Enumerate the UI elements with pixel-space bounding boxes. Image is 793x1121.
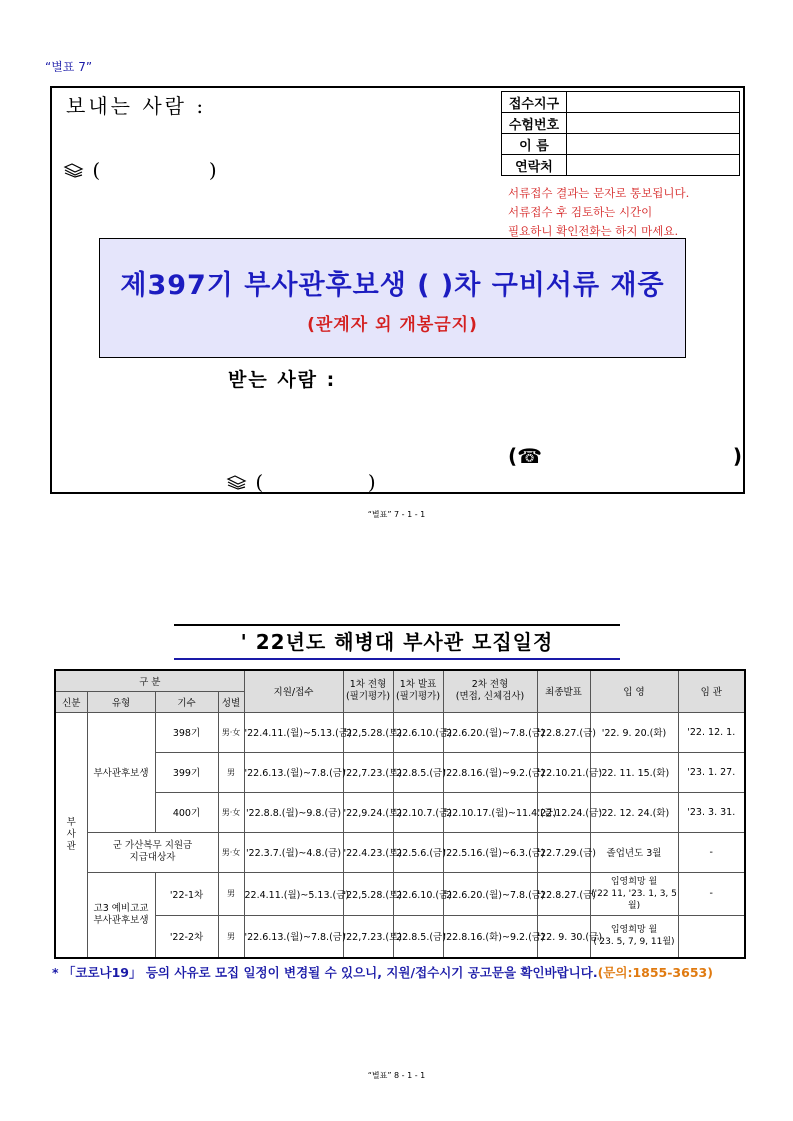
first-exam-cell: '22.4.23.(토) [343,832,393,872]
applicant-info-table [501,91,740,176]
enlist-cell: 입영희망 월 ('23. 5, 7, 9, 11월) [590,915,678,958]
appoint-cell: '23. 1. 27. [678,752,745,792]
table-row [502,155,740,176]
table-row [55,752,745,792]
page-ref-top: “별표 7” [45,60,93,74]
apply-cell: '22.8.8.(월)~9.8.(금) [244,792,343,832]
sender-phone-close: ) [208,158,217,182]
class-cell: 400기 [155,792,218,832]
enlist-cell: 졸업년도 3월 [590,832,678,872]
receiver-post-close: ) [367,470,376,494]
table-row [55,712,745,752]
info-value-field[interactable] [567,134,740,155]
info-label: 수험번호 [502,113,567,134]
apply-cell: 22.4.11.(월)~5.13.(금) [244,872,343,915]
apply-cell: '22.4.11.(월)~5.13.(금) [244,712,343,752]
final-cell: '22.8.27.(금) [537,872,590,915]
final-cell: '22.7.29.(금) [537,832,590,872]
sender-phone-open: ( [92,158,101,182]
appoint-cell: '23. 3. 31. [678,792,745,832]
first-exam-cell: '22,5.28.(토) [343,712,393,752]
table-row [502,134,740,155]
apply-cell: '22.3.7.(월)~4.8.(금) [244,832,343,872]
gender-cell: 男·女 [218,712,244,752]
sender-phone-line [64,158,217,182]
header-group: 구 분 [55,670,244,691]
final-cell: '22. 9. 30.(금) [537,915,590,958]
table-row [55,832,745,872]
gender-cell: 男 [218,915,244,958]
notice-line: 서류접수 결과는 문자로 통보됩니다. [508,186,690,200]
class-cell: 398기 [155,712,218,752]
mail-stack-icon [64,162,86,181]
schedule-table [54,669,746,959]
first-result-cell: '22.10.7.(금) [393,792,443,832]
second-exam-cell: '22.6.20.(월)~7.8.(금) [443,712,537,752]
header-gender: 성별 [218,691,244,712]
appoint-cell: '22. 12. 1. [678,712,745,752]
final-cell: '22.8.27.(금) [537,712,590,752]
info-value-field[interactable] [567,92,740,113]
phone-icon: (☎ [508,444,543,468]
enlist-cell: 입영희망 월 ('22 11, '23. 1, 3, 5월) [590,872,678,915]
class-cell: '22-2차 [155,915,218,958]
first-result-cell: '22.5.6.(금) [393,832,443,872]
enlist-cell: '22. 11. 15.(화) [590,752,678,792]
table-row [55,872,745,915]
header-appoint: 임 관 [678,670,745,712]
first-exam-cell: '22,7.23.(토) [343,752,393,792]
enlist-cell: '22. 12. 24.(화) [590,792,678,832]
final-cell: '22.12.24.(금) [537,792,590,832]
first-exam-cell: '22,7.23.(토) [343,915,393,958]
header-final: 최종발표 [537,670,590,712]
header-enlist: 입 영 [590,670,678,712]
table-row [55,915,745,958]
first-result-cell: '22.6.10.(금) [393,872,443,915]
table-row [502,92,740,113]
receiver-phone-line [508,444,742,468]
enlist-cell: '22. 9. 20.(화) [590,712,678,752]
first-result-cell: '22.8.5.(금) [393,752,443,792]
class-cell: 399기 [155,752,218,792]
appoint-cell: - [678,832,745,872]
first-result-cell: '22.6.10.(금) [393,712,443,752]
page-number: “별표” 7 - 1 - 1 [367,510,426,519]
receiver-phone-open [508,444,542,468]
class-cell: '22-1차 [155,872,218,915]
header-category: 신분 [55,691,87,712]
first-result-cell: '22.8.5.(금) [393,915,443,958]
gender-cell: 男·女 [218,832,244,872]
first-exam-cell: '22,5.28.(토) [343,872,393,915]
schedule-note [52,963,713,981]
apply-cell: '22.6.13.(월)~7.8.(금) [244,752,343,792]
appoint-cell: - [678,872,745,915]
sender-label: 보내는 사람 : [66,94,207,118]
schedule-title: ' 22년도 해병대 부사관 모집일정 [174,624,620,660]
header-first-result: 1차 발표 (필기평가) [393,670,443,712]
apply-cell: '22.6.13.(월)~7.8.(금) [244,915,343,958]
second-exam-cell: '22.8.16.(화)~9.2.(금) [443,915,537,958]
category-cell: 부 사 관 [55,712,87,958]
second-exam-cell: '22.10.17.(월)~11.4.(금) [443,792,537,832]
notice-line: 필요하니 확인전화는 하지 마세요. [508,224,679,238]
final-cell: '22.10.21.(금) [537,752,590,792]
page-number: “별표” 8 - 1 - 1 [367,1071,426,1080]
contact-link[interactable]: (문의:1855-3653) [597,965,713,980]
gender-cell: 男 [218,752,244,792]
table-header-row [55,670,745,691]
receiver-post-line [227,470,376,494]
header-first-exam: 1차 전형 (필기평가) [343,670,393,712]
table-row [55,792,745,832]
main-title: 제397기 부사관후보생 ( )차 구비서류 재중 [120,270,665,301]
envelope-form [50,86,745,494]
sub-title: (관계자 외 개봉금지) [307,315,478,335]
title-box [99,238,686,358]
gender-cell: 男·女 [218,792,244,832]
header-class: 기수 [155,691,218,712]
receiver-phone-close: ) [732,444,742,468]
info-label: 접수지구 [502,92,567,113]
note-text: * 「코로나19」 등의 사유로 모집 일정이 변경될 수 있으니, 지원/접수시기 공고문을 확인바랍니다. [52,965,598,980]
header-second-exam: 2차 전형 (면접, 신체검사) [443,670,537,712]
second-exam-cell: '22.8.16.(월)~9.2.(금) [443,752,537,792]
type-cell: 군 가산복무 지원금 지급대상자 [87,832,218,872]
first-exam-cell: '22,9.24.(토) [343,792,393,832]
receiver-post-open: ( [255,470,264,494]
header-apply: 지원/접수 [244,670,343,712]
info-label: 이 름 [502,134,567,155]
gender-cell: 男 [218,872,244,915]
table-row [502,113,740,134]
type-cell: 고3 예비고교 부사관후보생 [87,872,155,958]
second-exam-cell: '22.5.16.(월)~6.3.(금) [443,832,537,872]
info-value-field[interactable] [567,113,740,134]
notice-text [508,184,689,241]
type-cell: 부사관후보생 [87,712,155,832]
receiver-label: 받는 사람 : [228,369,337,391]
second-exam-cell: '22.6.20.(월)~7.8.(금) [443,872,537,915]
mail-stack-icon [227,474,249,493]
info-value-field[interactable] [567,155,740,176]
info-label: 연락처 [502,155,567,176]
header-type: 유형 [87,691,155,712]
appoint-cell [678,915,745,958]
notice-line: 서류접수 후 검토하는 시간이 [508,205,653,219]
